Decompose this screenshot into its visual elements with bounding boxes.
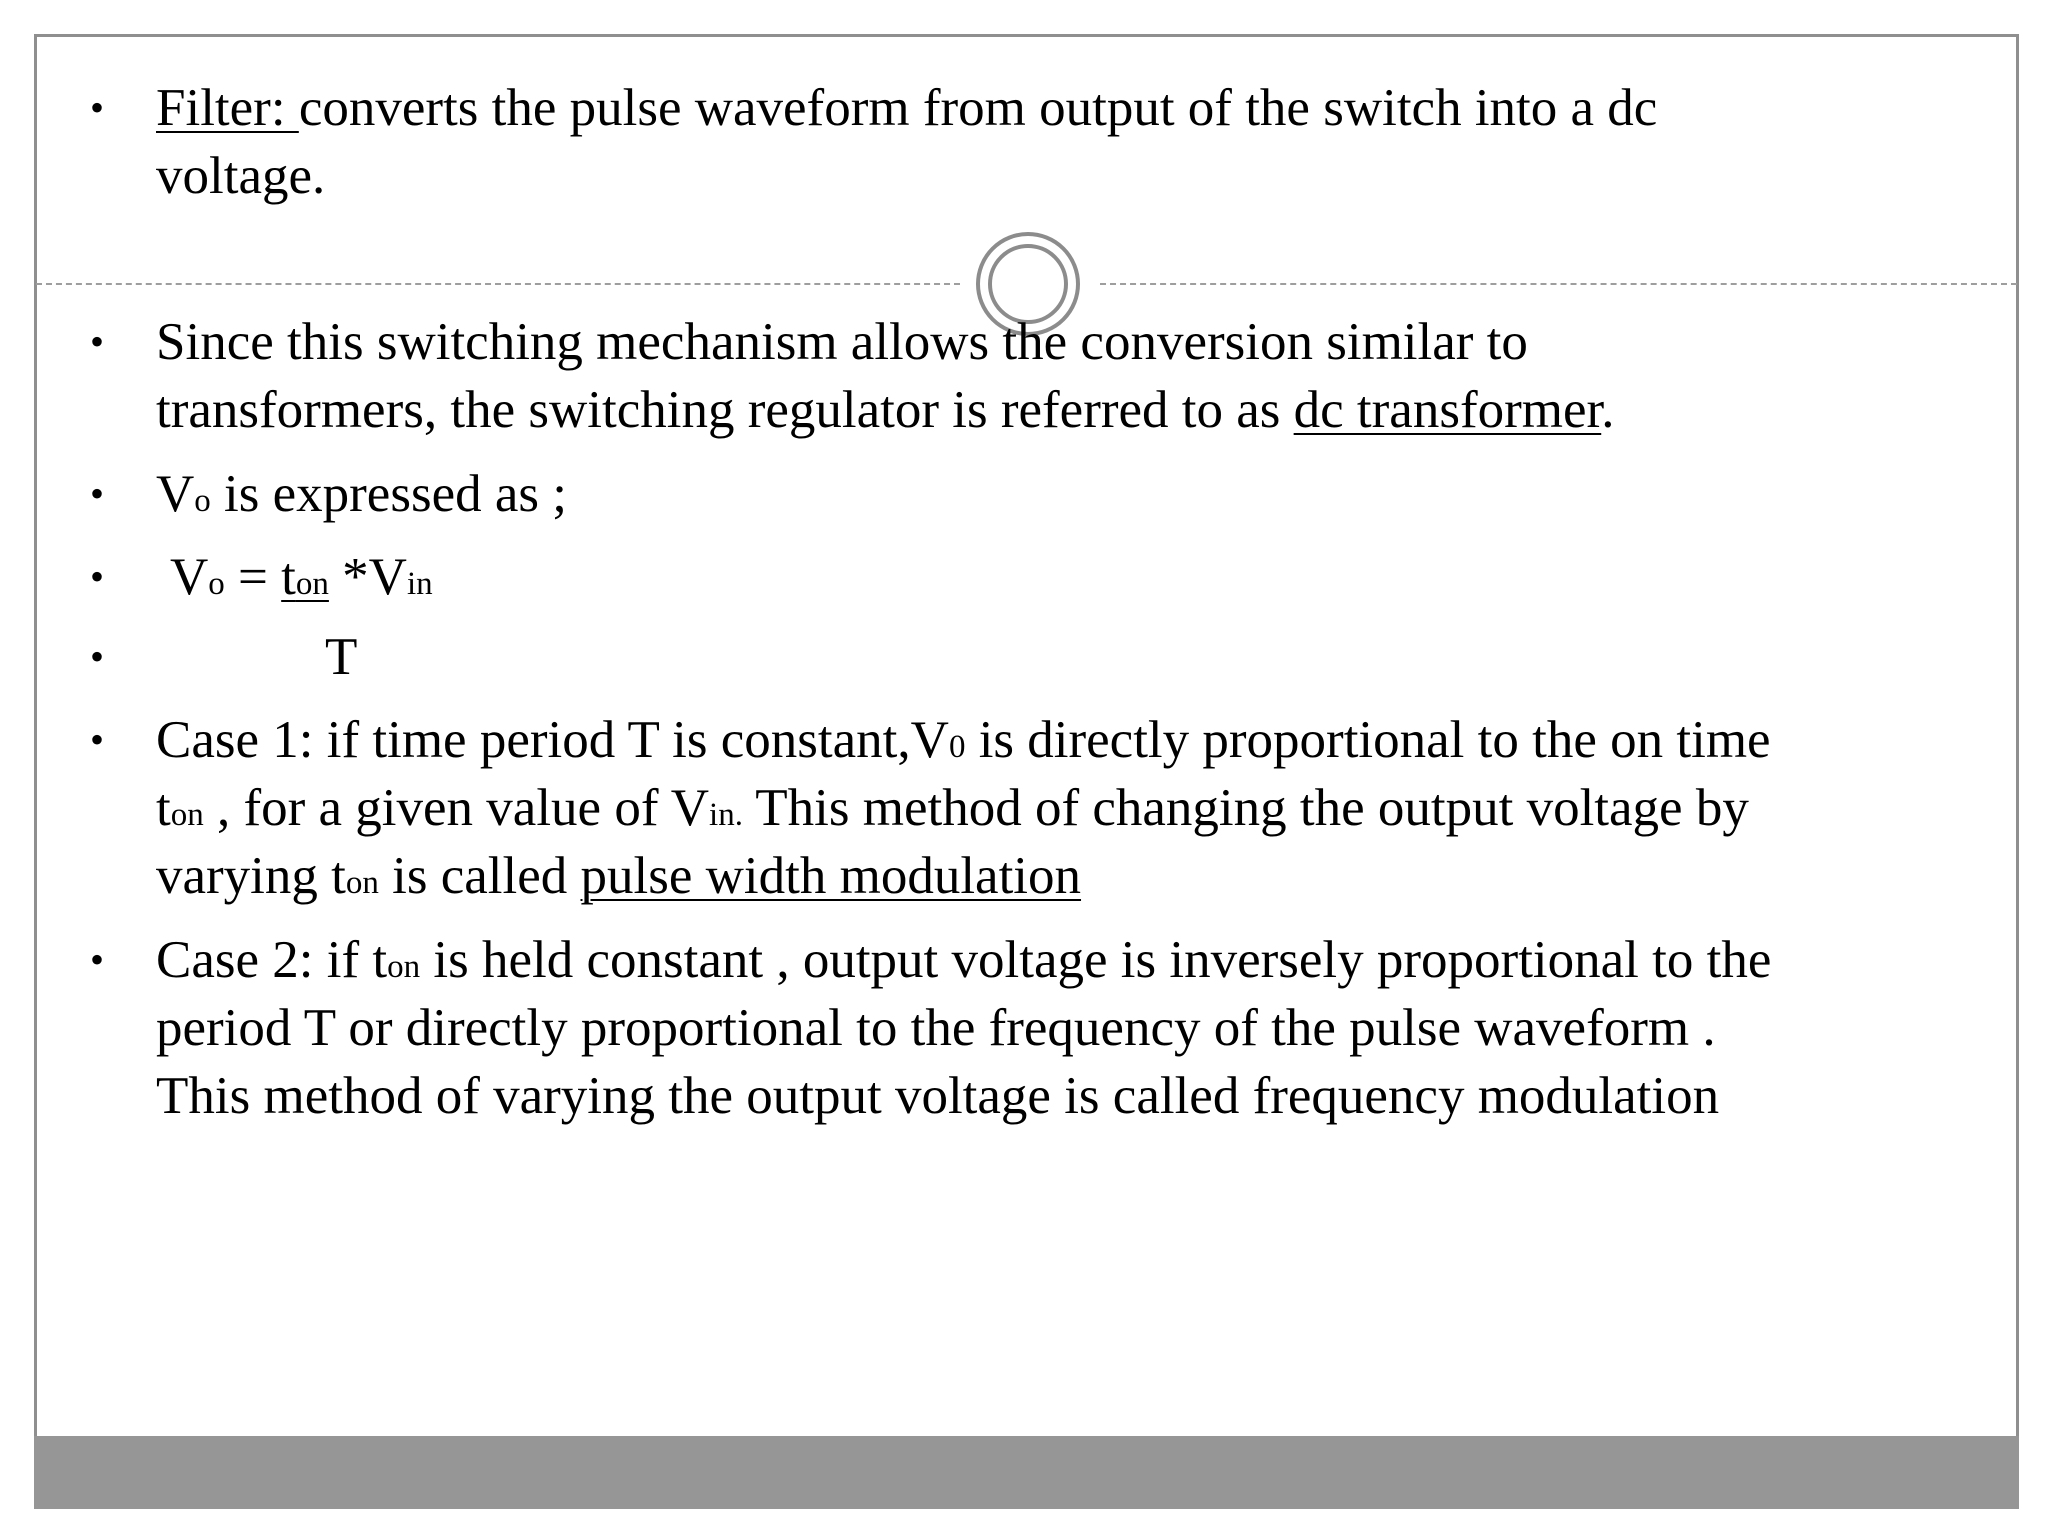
formula-t-subscript: on (295, 566, 329, 602)
case2-text-1b: is held constant , output voltage is inversely proportional to the (420, 931, 1772, 989)
case2-line-3: This method of varying the output voltage is called frequency modulation (156, 1067, 1720, 1125)
formula-numerator (281, 548, 329, 606)
formula-v: V (170, 548, 209, 606)
case1-text-2b: This method of changing the output voltage by (742, 779, 1749, 837)
bullet-marker: • (90, 319, 105, 364)
case2-line-2: period T or directly proportional to the frequency of the pulse waveform . (156, 999, 1716, 1057)
formula-denominator: T (325, 628, 358, 686)
case1-line-1 (156, 706, 1771, 781)
formula-t: t (281, 548, 296, 606)
title-divider-right (1100, 283, 2017, 285)
case1-t: t (156, 779, 171, 837)
case1-subscript-0: 0 (948, 729, 966, 765)
transformer-line-2 (156, 376, 1614, 444)
vo-expression-text: is expressed as ; (210, 465, 567, 523)
formula-in-subscript: in (406, 566, 433, 602)
case1-text-3a: varying t (156, 847, 346, 905)
formula-v-subscript: o (208, 566, 225, 602)
bullet-marker: • (90, 85, 105, 130)
filter-label: Filter: (156, 79, 299, 137)
vo-symbol: V (156, 465, 195, 523)
pwm-term: pulse width modulation (580, 847, 1082, 905)
filter-line-1 (156, 74, 1657, 142)
case2-on-subscript: on (387, 949, 421, 985)
formula-times-v: *V (328, 548, 407, 606)
bullet-marker: • (90, 937, 105, 982)
case1-text-2a: , for a given value of V (203, 779, 710, 837)
transformer-text-2: transformers, the switching regulator is referred to as (156, 381, 1294, 439)
bullet-marker: • (90, 717, 105, 762)
footer-bar (34, 1436, 2019, 1509)
case1-text-3b: is called (378, 847, 581, 905)
case1-on-subscript: on (170, 797, 204, 833)
filter-text-1: converts the pulse waveform from output of the switch into a dc (298, 79, 1658, 137)
case1-text-1a: Case 1: if time period T is constant,V (156, 711, 949, 769)
filter-line-2: voltage. (156, 147, 326, 205)
bullet-marker: • (90, 471, 105, 516)
transformer-line-1: Since this switching mechanism allows the conversion similar to (156, 313, 1528, 371)
bullet-marker: • (90, 554, 105, 599)
case1-line-3 (156, 842, 1081, 917)
vo-subscript: o (194, 483, 211, 519)
case2-line-1 (156, 926, 1771, 1001)
case1-text-1b: is directly proportional to the on time (965, 711, 1771, 769)
formula-equals: = (224, 548, 282, 606)
bullet-marker: • (90, 634, 105, 679)
formula-line (170, 543, 433, 618)
dc-transformer-term: dc transformer (1293, 381, 1602, 439)
title-divider-left (36, 283, 960, 285)
case1-on-subscript-2: on (345, 865, 379, 901)
case1-line-2 (156, 774, 1749, 849)
transformer-end: . (1601, 381, 1615, 439)
case2-text-1a: Case 2: if t (156, 931, 388, 989)
case1-in-subscript: in. (709, 797, 743, 833)
vo-expression-line (156, 460, 567, 535)
